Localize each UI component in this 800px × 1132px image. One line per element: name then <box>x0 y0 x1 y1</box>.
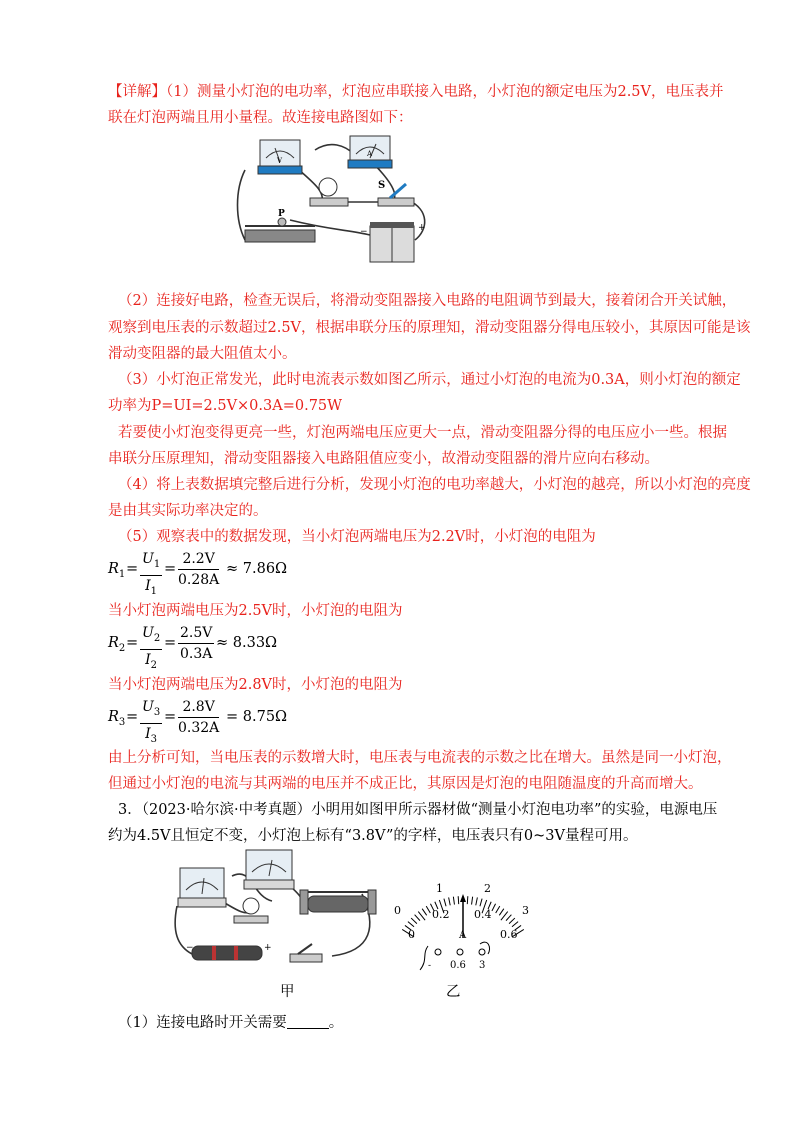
dial-tick <box>415 915 420 921</box>
svg-text:−: − <box>360 227 368 237</box>
battery-icon <box>186 943 272 960</box>
dial-tick <box>499 909 504 916</box>
dial-tick <box>501 912 508 921</box>
detail-paragraph-4-line-2: 是由其实际功率决定的。 <box>108 503 268 519</box>
detail-paragraph-6: 当小灯泡两端电压为2.5V时，小灯泡的电阻为 <box>108 603 403 619</box>
dial-outer-0: 0 <box>394 904 401 917</box>
ammeter-dial-figure-yi <box>388 876 538 986</box>
dial-outer-3: 3 <box>522 904 529 917</box>
dial-tick <box>472 897 473 905</box>
detail-paragraph-2-line-2: 观察到电压表的示数超过2.5V，根据串联分压的原理知，滑动变阻器分得电压较小，其原因可能是该 <box>108 320 751 336</box>
switch-icon <box>378 180 414 206</box>
terminal-minus: - <box>428 961 432 971</box>
voltmeter-icon <box>244 850 294 889</box>
voltmeter-icon <box>258 140 302 174</box>
resistance-formula-2: $R_2$ = $\frac{U_2}{I_2}$ = $\frac{2.5V}{0.3A}$ ≈ 8.33Ω <box>108 625 278 671</box>
dial-tick <box>480 899 482 907</box>
svg-text:−: − <box>186 943 194 953</box>
svg-text:+: + <box>418 223 426 233</box>
svg-text:A: A <box>367 150 373 158</box>
dial-tick <box>506 915 511 921</box>
figure-jia-caption: 甲 <box>280 984 295 1000</box>
dial-tick <box>509 918 515 924</box>
detail-paragraph-3b-line-1: 若要使小灯泡变得更亮一些，灯泡两端电压应更大一点，滑动变阻器分得的电压应小一些。根据 <box>118 425 727 441</box>
dial-tick <box>444 899 446 907</box>
dial-tick <box>418 912 425 921</box>
svg-text:V: V <box>277 157 283 165</box>
question-3-line-2: 约为4.5V且恒定不变，小灯泡上标有“3.8V”的字样，电压表只有0~3V量程可用。 <box>108 828 638 844</box>
answer-blank[interactable] <box>287 1014 329 1029</box>
detail-tag: 【详解】 <box>108 84 166 100</box>
question-3-line-1: 3．（2023·哈尔滨·中考真题）小明用如图甲所示器材做“测量小灯泡电功率”的实验，电源电压 <box>118 802 718 818</box>
svg-text:+: + <box>264 943 272 953</box>
detail-paragraph-8-line-2: 但通过小灯泡的电流与其两端的电压并不成正比，其原因是灯泡的电阻随温度的升高而增大。 <box>108 776 703 792</box>
rheostat-icon <box>300 890 376 914</box>
question-3-sub-1: （1）连接电路时开关需要 。 <box>118 1015 344 1031</box>
circuit-figure-1 <box>230 130 430 270</box>
dial-tick <box>476 897 478 905</box>
ammeter-icon <box>178 868 226 907</box>
detail-paragraph-8-line-1: 由上分析可知，当电压表的示数增大时，电压表与电流表的示数之比在增大。虽然是同一小灯泡， <box>108 750 732 766</box>
detail-paragraph-2-line-3: 滑动变阻器的最大阻值太小。 <box>108 346 297 362</box>
dial-outer-1: 1 <box>436 882 443 895</box>
dial-tick <box>449 897 451 905</box>
svg-text:S: S <box>378 180 386 191</box>
resistance-formula-1: $R_1$ = $\frac{U_1}{I_1}$ = $\frac{2.2V}{0.28A}$ ≈ 7.86Ω <box>108 551 288 597</box>
rheostat-icon <box>245 209 315 242</box>
detail-paragraph-7: 当小灯泡两端电压为2.8V时，小灯泡的电阻为 <box>108 677 403 693</box>
detail-paragraph-1-line-1: 【详解】（1）测量小灯泡的电功率，灯泡应串联接入电路，小灯泡的额定电压为2.5V，电压表并 <box>108 84 724 100</box>
bulb-icon <box>310 178 348 206</box>
dial-inner-2: 0.4 <box>474 908 492 921</box>
dial-tick <box>512 922 518 927</box>
detail-paragraph-5-line-1: （5）观察表中的数据发现，当小灯泡两端电压为2.2V时，小灯泡的电阻为 <box>118 529 596 545</box>
resistance-formula-3: $R_3$ = $\frac{U_3}{I_3}$ = $\frac{2.8V}{0.32A}$ = 8.75Ω <box>108 699 288 745</box>
dial-inner-3: 0.6 <box>500 928 518 941</box>
dial-tick <box>496 906 500 913</box>
circuit-figure-jia <box>172 846 382 976</box>
dial-inner-1: 0.2 <box>432 908 450 921</box>
battery-icon <box>360 222 426 262</box>
dial-tick <box>426 906 430 913</box>
terminal-0-6: 0.6 <box>450 960 466 971</box>
switch-icon <box>290 944 322 962</box>
detail-paragraph-1-line-2: 联在灯泡两端且用小量程。故连接电路图如下： <box>108 110 413 126</box>
detail-paragraph-3b-line-2: 串联分压原理知，滑动变阻器接入电路阻值应变小，故滑动变阻器的滑片应向右移动。 <box>108 451 659 467</box>
dial-tick <box>422 909 427 916</box>
detail-paragraph-4-line-1: （4）将上表数据填完整后进行分析，发现小灯泡的电功率越大，小灯泡的越亮，所以小灯泡的亮度 <box>118 477 751 493</box>
detail-paragraph-3-line-1: （3）小灯泡正常发光，此时电流表示数如图乙所示，通过小灯泡的电流为0.3A，则小灯泡的额定 <box>118 372 741 388</box>
dial-outer-2: 2 <box>484 882 491 895</box>
ammeter-icon <box>348 136 392 168</box>
dial-tick <box>408 922 414 927</box>
dial-inner-0: 0 <box>408 928 415 941</box>
dial-tick <box>411 918 417 924</box>
dial-tick <box>492 904 496 911</box>
terminal-3: 3 <box>479 960 486 971</box>
dial-tick <box>467 896 468 904</box>
figure-yi-caption: 乙 <box>446 984 461 1000</box>
dial-tick <box>453 897 454 905</box>
detail-paragraph-2-line-1: （2）连接好电路，检查无误后，将滑动变阻器接入电路的电阻调节到最大，接着闭合开关试触， <box>118 293 737 309</box>
dial-tick <box>458 896 459 904</box>
dial-unit: A <box>459 930 467 941</box>
svg-text:P: P <box>278 209 285 219</box>
detail-paragraph-3-line-2: 功率为P=UI=2.5V×0.3A=0.75W <box>108 398 343 414</box>
